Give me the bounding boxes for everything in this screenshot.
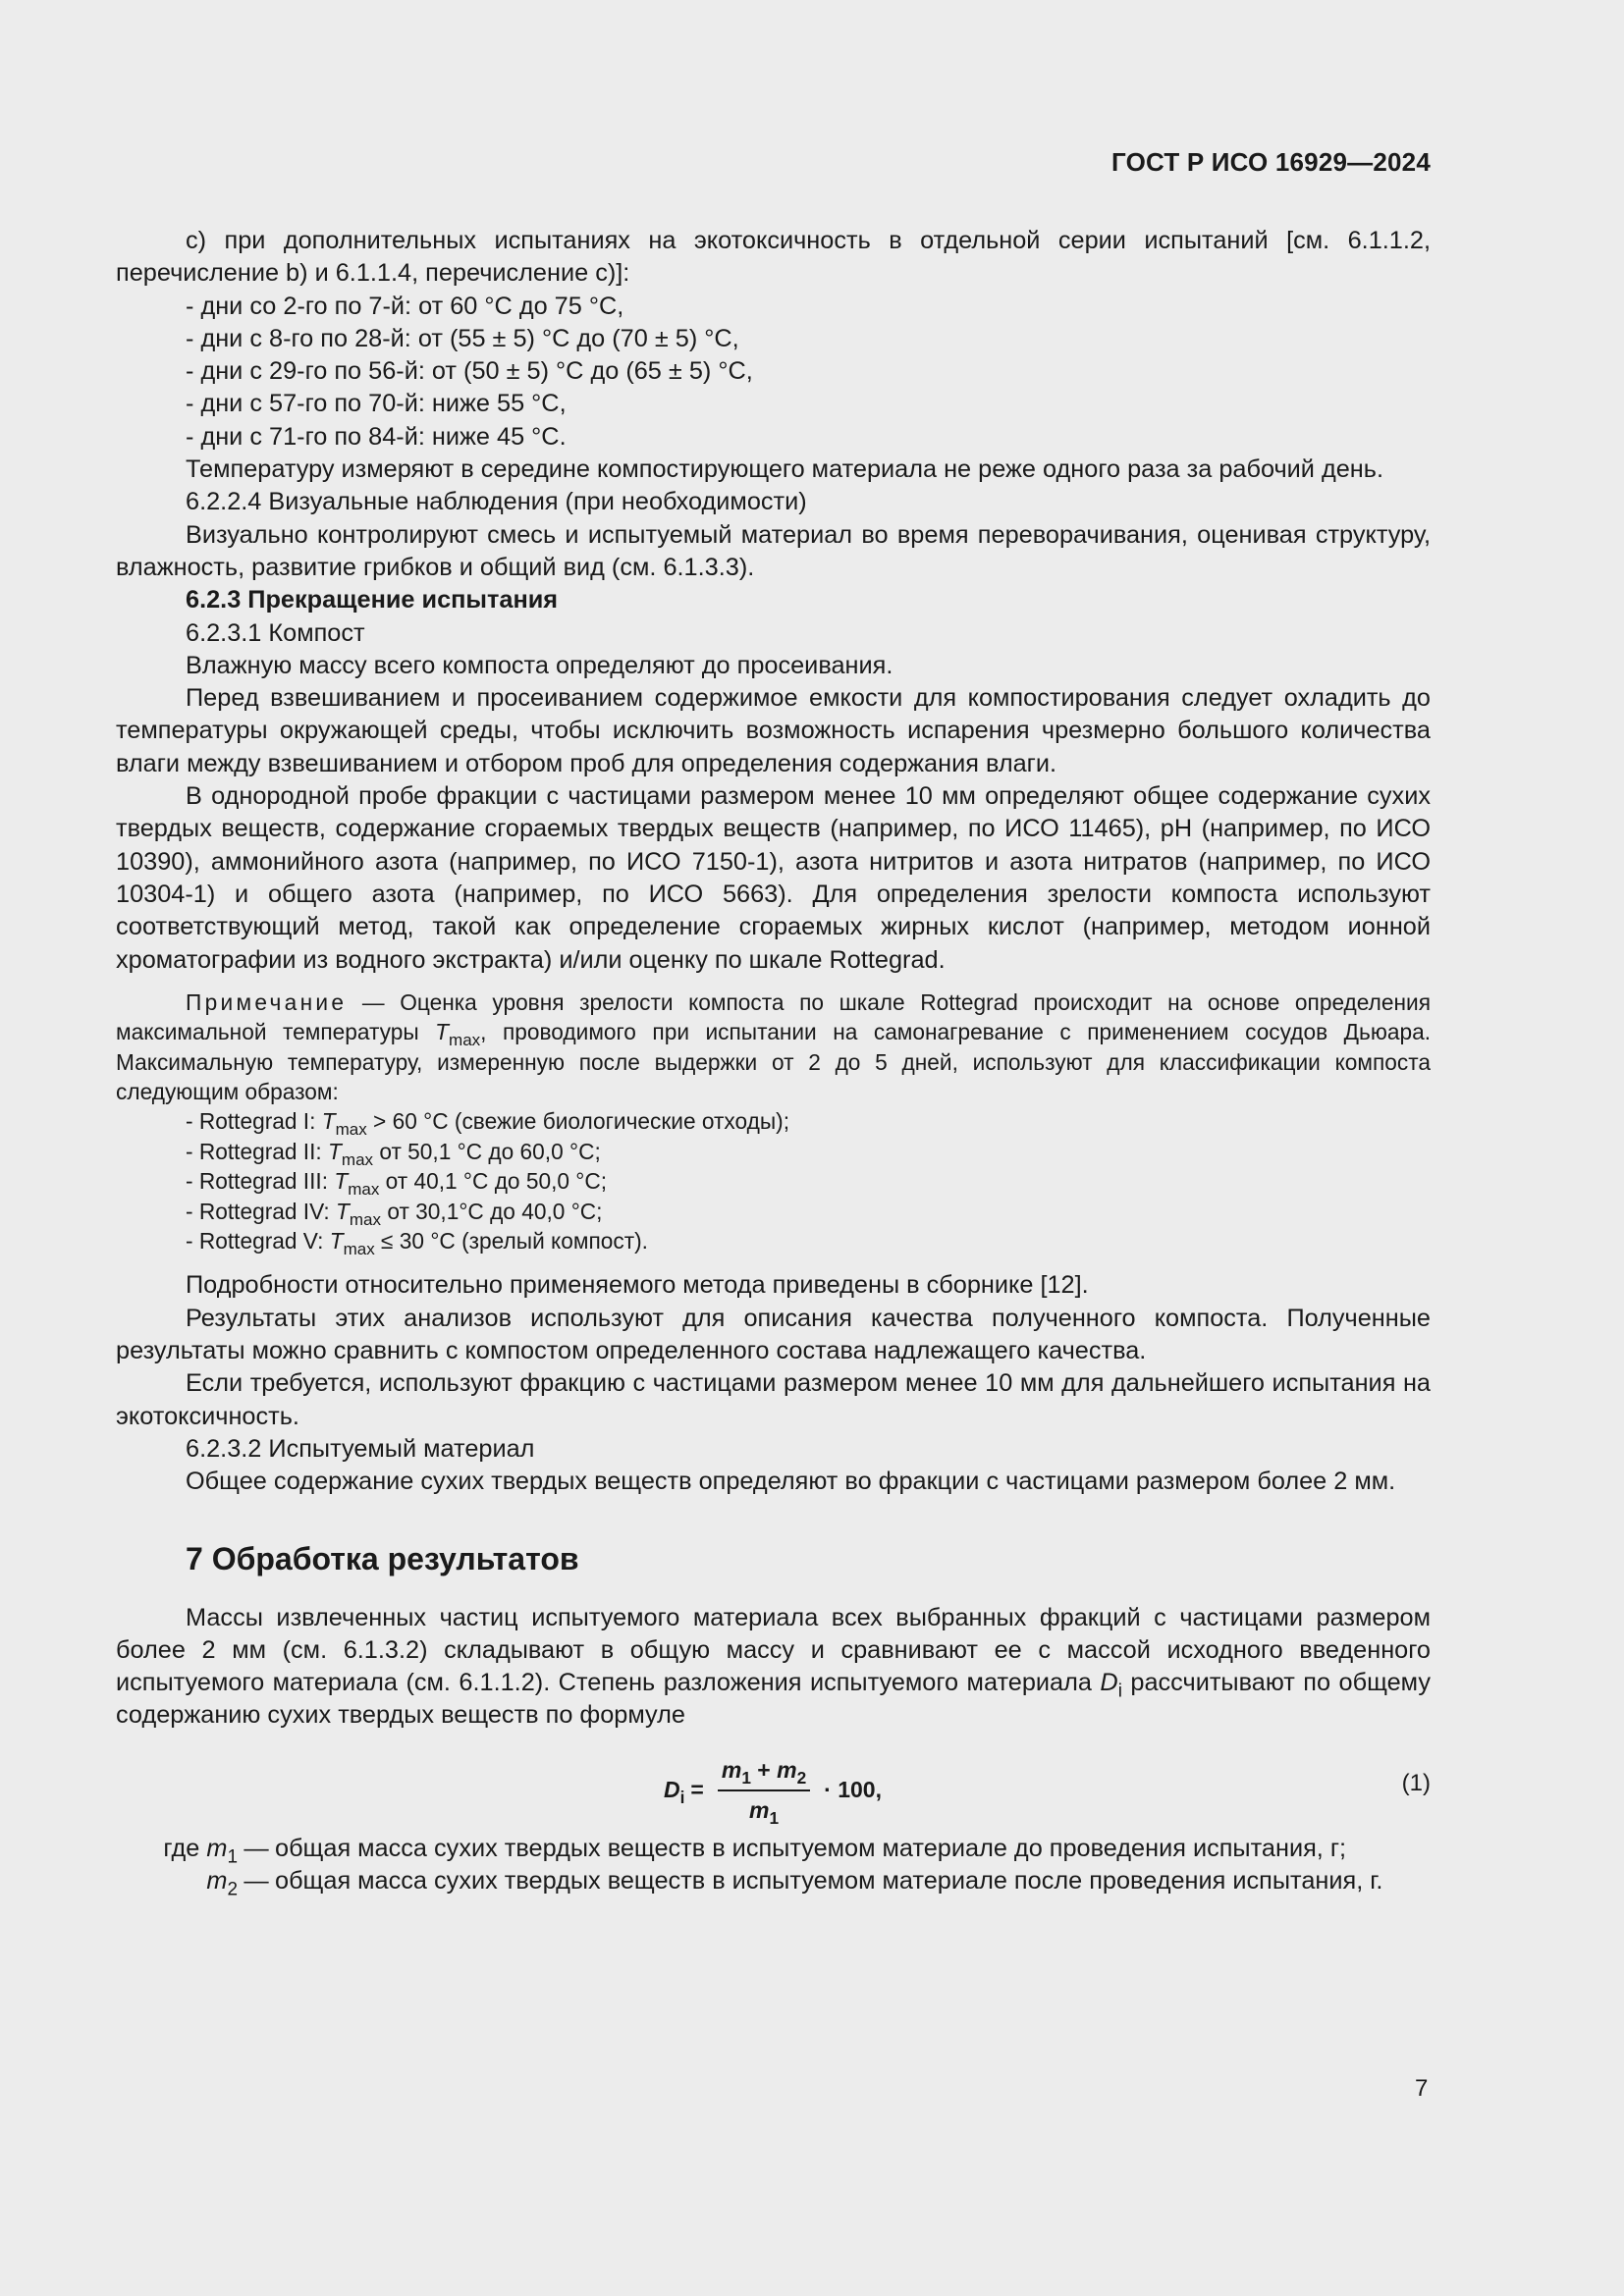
variable-definitions (116, 1833, 1431, 1898)
paragraph: Перед взвешиванием и просеиванием содержимое емкости для компостирования следует охладить до температуры окружающей среды, чтобы исключить возможность испарения чрезмерно большого количества влаги между взвешиванием и отбором проб для определения содержания влаги. (116, 684, 1431, 777)
formula-lhs: $D_i$ (664, 1777, 685, 1808)
section-heading: 7 Обработка результатов (186, 1540, 579, 1576)
paragraph: Визуально контролируют смесь и испытуемый материал во время переворачивания, оценивая структуру, влажность, развитие грибков и общий вид (см. 6.1.3.3). (116, 520, 1431, 581)
paragraph: В однородной пробе фракции с частицами размером менее 10 мм определяют общее содержание сухих твердых веществ, содержание сгораемых твердых веществ (например, по ИСО 11465), pH (например, по ИСО 10390), аммонийного азота (например, по ИСО 7150-1), азота нитритов и азота нитратов (например, по ИСО 10304-1) и общего азота (например, по ИСО 5663). Для определения зрелости компоста используют соответствующий метод, такой как определение сгораемых жирных кислот (например, методом ионной хроматографии из водного экстракта) и/или оценку по шкале Rottegrad. (116, 782, 1431, 974)
definition-row: где $m_1$ — общая масса сухих твердых веществ в испытуемом материале до проведения испытания, г; (163, 1834, 1347, 1868)
list-item: - Rottegrad I: $T_{max} > 60$ °C (свежие биологические отходы); (186, 1108, 789, 1140)
list-item: - дни с 29-го по 56-й: от (50 ± 5) °C до (65 ± 5) °C, (186, 357, 753, 386)
list-item: - Rottegrad IV: $T_{max}$ от 30,1°C до 40,0 °C; (186, 1198, 603, 1229)
page-body (116, 225, 1432, 1900)
page-number: 7 (1415, 2075, 1429, 2102)
note-text-part: , проводимого при испытании на самонагревание с применением сосудов Дьюара. Максимальную температуру, измеренную после выдержки от 2 до 5 дней, используют для классификации компоста следующим образом: (116, 1019, 1431, 1105)
paragraph: Массы извлеченных частиц испытуемого материала всех выбранных фракций с частицами размером более 2 мм (см. 6.1.3.2) складывают в общую массу и сравнивают ее с массой исходного введенного испытуемого материала (см. 6.1.1.2). Степень разложения испытуемого материала $D_i$ рассчитывают по общему содержанию сухих твердых веществ по формуле (116, 1603, 1431, 1730)
subsection-heading: 6.2.3.2 Испытуемый материал (186, 1434, 535, 1463)
temperature-list (116, 291, 1431, 454)
list-item: - дни с 57-го по 70-й: ниже 55 °C, (186, 390, 567, 418)
subsection-heading: 6.2.2.4 Визуальные наблюдения (при необходимости) (186, 488, 807, 516)
list-item: - дни с 71-го по 84-й: ниже 45 °C. (186, 422, 567, 451)
formula-numerator: $m_1 + m_2$ (718, 1754, 810, 1791)
list-item: - дни со 2-го по 7-й: от 60 °C до 75 °C, (186, 292, 624, 320)
paragraph: Подробности относительно применяемого метода приведены в сборнике [12]. (186, 1271, 1089, 1300)
paragraph: c) при дополнительных испытаниях на экотоксичность в отдельной серии испытаний [см. 6.1.1.2, перечисление b) и 6.1.1.4, перечисление c)]: (116, 227, 1431, 288)
paragraph: Влажную массу всего компоста определяют до просеивания. (186, 651, 893, 679)
formula-1 (116, 1750, 1431, 1829)
note-label: Примечание (186, 988, 348, 1015)
formula-expression: $D_i$ = $\frac{m_1 + m_2}{m_1}$ · 100, (664, 1754, 882, 1828)
subsection-heading: 6.2.3.1 Компост (186, 618, 365, 647)
paragraph: Общее содержание сухих твердых веществ определяют во фракции с частицами размером более 2 мм. (186, 1468, 1396, 1496)
note-text (116, 988, 1431, 1107)
paragraph: Если требуется, используют фракцию с частицами размером менее 10 мм для дальнейшего испытания на экотоксичность. (116, 1369, 1431, 1430)
subsection-heading: 6.2.3 Прекращение испытания (186, 586, 559, 614)
list-item: - дни с 8-го по 28-й: от (55 ± 5) °C до (70 ± 5) °C, (186, 324, 739, 352)
formula-fraction (718, 1754, 810, 1828)
definition-row: $m_2$ — общая масса сухих твердых веществ в испытуемом материале после проведения испытания, г. (206, 1867, 1383, 1900)
document-header: ГОСТ Р ИСО 16929—2024 (1110, 147, 1431, 177)
t-max-symbol: $T_{max}$ (435, 1019, 481, 1050)
list-item: - Rottegrad V: $T_{max} \le 30$ °C (зрелый компост). (186, 1228, 648, 1259)
list-item: - Rottegrad II: $T_{max}$ от 50,1 °C до 60,0 °C; (186, 1138, 601, 1169)
list-item: - Rottegrad III: $T_{max}$ от 40,1 °C до 50,0 °C; (186, 1168, 608, 1200)
note-block (116, 988, 1432, 1259)
paragraph: Результаты этих анализов используют для описания качества полученного компоста. Полученные результаты можно сравнить с компостом определенного состава надлежащего качества. (116, 1304, 1431, 1365)
formula-number: (1) (1401, 1769, 1431, 1796)
paragraph: Температуру измеряют в середине компостирующего материала не реже одного раза за рабочий день. (186, 455, 1383, 484)
formula-denominator: $m_1$ (748, 1797, 780, 1829)
note-text-part: Оценка уровня зрелости компоста по шкале Rottegrad происходит на основе определения максимальной температуры (116, 988, 1432, 1045)
note-dash: — (361, 988, 385, 1015)
